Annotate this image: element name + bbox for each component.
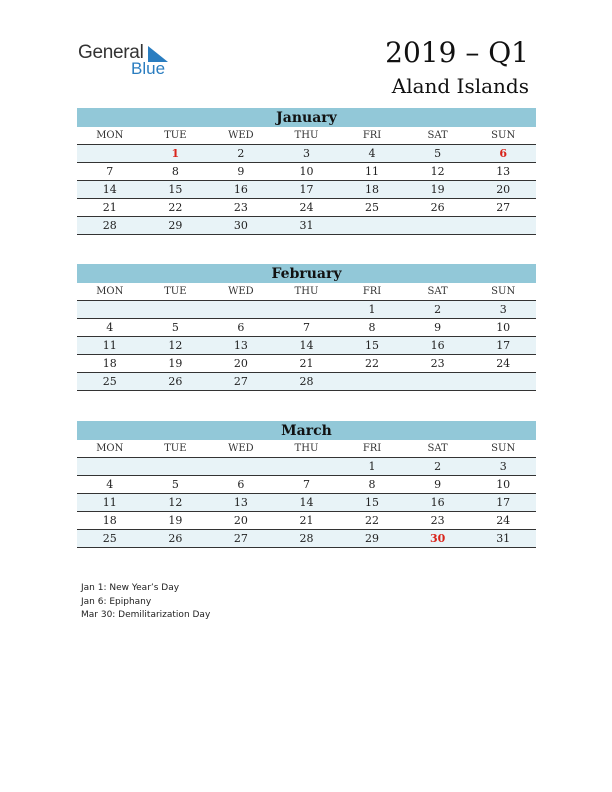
day-cell: 26 <box>143 530 209 548</box>
weekday-label: THU <box>274 127 340 145</box>
weekday-label: WED <box>208 440 274 458</box>
day-cell: 30 <box>405 530 471 548</box>
day-cell <box>470 217 536 235</box>
day-cell: 9 <box>405 319 471 337</box>
day-cell: 23 <box>405 355 471 373</box>
day-cell: 9 <box>208 163 274 181</box>
day-cell: 27 <box>208 530 274 548</box>
day-cell: 28 <box>274 373 340 391</box>
weekday-label: SAT <box>405 283 471 301</box>
day-cell <box>77 301 143 319</box>
day-cell: 22 <box>143 199 209 217</box>
week-row <box>77 530 536 548</box>
day-cell: 25 <box>77 530 143 548</box>
day-cell: 26 <box>143 373 209 391</box>
weekday-label: FRI <box>339 283 405 301</box>
day-cell: 3 <box>470 301 536 319</box>
day-cell: 15 <box>339 337 405 355</box>
week-row <box>77 163 536 181</box>
day-cell: 14 <box>274 337 340 355</box>
day-cell: 25 <box>339 199 405 217</box>
day-cell: 20 <box>208 355 274 373</box>
weekday-label: FRI <box>339 440 405 458</box>
week-row <box>77 476 536 494</box>
weekday-header-row <box>77 127 536 145</box>
weekday-label: THU <box>274 283 340 301</box>
day-cell: 16 <box>405 337 471 355</box>
day-cell <box>339 373 405 391</box>
day-cell: 29 <box>339 530 405 548</box>
day-cell: 5 <box>143 319 209 337</box>
day-cell: 1 <box>339 458 405 476</box>
day-cell: 24 <box>470 355 536 373</box>
day-cell: 26 <box>405 199 471 217</box>
holiday-note: Jan 6: Epiphany <box>81 596 152 607</box>
day-cell: 14 <box>77 181 143 199</box>
week-row <box>77 319 536 337</box>
day-cell <box>274 458 340 476</box>
day-cell: 4 <box>77 319 143 337</box>
week-row <box>77 458 536 476</box>
day-cell: 24 <box>470 512 536 530</box>
weekday-label: SUN <box>470 440 536 458</box>
month-calendar-january <box>77 108 536 235</box>
weekday-header-row <box>77 440 536 458</box>
day-cell: 21 <box>274 355 340 373</box>
day-cell: 7 <box>274 319 340 337</box>
weekday-label: MON <box>77 440 143 458</box>
day-cell: 10 <box>470 476 536 494</box>
day-cell: 21 <box>274 512 340 530</box>
day-cell: 19 <box>143 512 209 530</box>
day-cell: 27 <box>208 373 274 391</box>
day-cell: 13 <box>208 337 274 355</box>
week-row <box>77 145 536 163</box>
weekday-label: SAT <box>405 127 471 145</box>
day-cell: 29 <box>143 217 209 235</box>
day-cell: 11 <box>339 163 405 181</box>
day-cell: 5 <box>405 145 471 163</box>
day-cell: 3 <box>470 458 536 476</box>
weekday-label: MON <box>77 283 143 301</box>
day-cell: 18 <box>339 181 405 199</box>
day-cell: 20 <box>208 512 274 530</box>
day-cell: 16 <box>208 181 274 199</box>
holiday-note: Jan 1: New Year’s Day <box>81 583 180 593</box>
day-cell: 17 <box>274 181 340 199</box>
logo-general-text: General <box>78 42 144 63</box>
day-cell: 4 <box>339 145 405 163</box>
day-cell: 1 <box>339 301 405 319</box>
day-cell: 25 <box>77 373 143 391</box>
weekday-label: WED <box>208 127 274 145</box>
day-cell: 18 <box>77 355 143 373</box>
day-cell <box>339 217 405 235</box>
day-cell: 17 <box>470 337 536 355</box>
calendar-grid <box>77 283 536 391</box>
day-cell: 22 <box>339 355 405 373</box>
day-cell: 7 <box>274 476 340 494</box>
week-row <box>77 512 536 530</box>
weekday-label: TUE <box>143 440 209 458</box>
week-row <box>77 494 536 512</box>
weekday-label: MON <box>77 127 143 145</box>
day-cell <box>405 217 471 235</box>
day-cell: 17 <box>470 494 536 512</box>
day-cell: 6 <box>470 145 536 163</box>
day-cell: 30 <box>208 217 274 235</box>
week-row <box>77 181 536 199</box>
month-name: January <box>77 108 536 127</box>
day-cell: 1 <box>143 145 209 163</box>
day-cell: 24 <box>274 199 340 217</box>
day-cell: 3 <box>274 145 340 163</box>
day-cell <box>143 458 209 476</box>
day-cell: 10 <box>470 319 536 337</box>
day-cell: 21 <box>77 199 143 217</box>
day-cell: 31 <box>470 530 536 548</box>
day-cell: 10 <box>274 163 340 181</box>
day-cell: 19 <box>143 355 209 373</box>
day-cell: 22 <box>339 512 405 530</box>
day-cell: 13 <box>470 163 536 181</box>
day-cell: 13 <box>208 494 274 512</box>
holiday-note: Mar 30: Demilitarization Day <box>81 610 211 620</box>
week-row <box>77 355 536 373</box>
week-row <box>77 199 536 217</box>
day-cell: 16 <box>405 494 471 512</box>
day-cell <box>208 301 274 319</box>
logo-blue-text: Blue <box>131 59 166 78</box>
day-cell: 12 <box>405 163 471 181</box>
month-name: February <box>77 264 536 283</box>
day-cell: 2 <box>208 145 274 163</box>
day-cell: 5 <box>143 476 209 494</box>
month-calendar-march <box>77 421 536 548</box>
day-cell: 2 <box>405 458 471 476</box>
weekday-label: WED <box>208 283 274 301</box>
weekday-header-row <box>77 283 536 301</box>
day-cell <box>405 373 471 391</box>
day-cell: 15 <box>143 181 209 199</box>
day-cell <box>470 373 536 391</box>
day-cell <box>274 301 340 319</box>
weekday-label: THU <box>274 440 340 458</box>
week-row <box>77 373 536 391</box>
weekday-label: TUE <box>143 127 209 145</box>
day-cell: 28 <box>77 217 143 235</box>
day-cell: 4 <box>77 476 143 494</box>
weekday-label: SUN <box>470 283 536 301</box>
weekday-label: SUN <box>470 127 536 145</box>
calendar-grid <box>77 440 536 548</box>
day-cell: 8 <box>143 163 209 181</box>
holiday-notes <box>81 582 210 623</box>
page-subtitle: Aland Islands <box>391 74 529 98</box>
day-cell <box>77 458 143 476</box>
day-cell: 6 <box>208 476 274 494</box>
day-cell: 12 <box>143 337 209 355</box>
day-cell <box>77 145 143 163</box>
day-cell: 11 <box>77 494 143 512</box>
day-cell: 31 <box>274 217 340 235</box>
day-cell: 23 <box>405 512 471 530</box>
day-cell: 8 <box>339 319 405 337</box>
weekday-label: SAT <box>405 440 471 458</box>
week-row <box>77 301 536 319</box>
day-cell: 27 <box>470 199 536 217</box>
day-cell: 7 <box>77 163 143 181</box>
month-name: March <box>77 421 536 440</box>
week-row <box>77 217 536 235</box>
day-cell: 18 <box>77 512 143 530</box>
calendar-grid <box>77 127 536 235</box>
day-cell: 19 <box>405 181 471 199</box>
week-row <box>77 337 536 355</box>
day-cell: 15 <box>339 494 405 512</box>
day-cell: 6 <box>208 319 274 337</box>
day-cell: 23 <box>208 199 274 217</box>
day-cell: 11 <box>77 337 143 355</box>
page-title: 2019 – Q1 <box>385 36 529 69</box>
day-cell: 9 <box>405 476 471 494</box>
day-cell: 28 <box>274 530 340 548</box>
generalblue-logo <box>78 42 178 78</box>
day-cell: 2 <box>405 301 471 319</box>
day-cell: 8 <box>339 476 405 494</box>
weekday-label: FRI <box>339 127 405 145</box>
weekday-label: TUE <box>143 283 209 301</box>
day-cell <box>208 458 274 476</box>
day-cell: 14 <box>274 494 340 512</box>
day-cell <box>143 301 209 319</box>
day-cell: 20 <box>470 181 536 199</box>
month-calendar-february <box>77 264 536 391</box>
day-cell: 12 <box>143 494 209 512</box>
